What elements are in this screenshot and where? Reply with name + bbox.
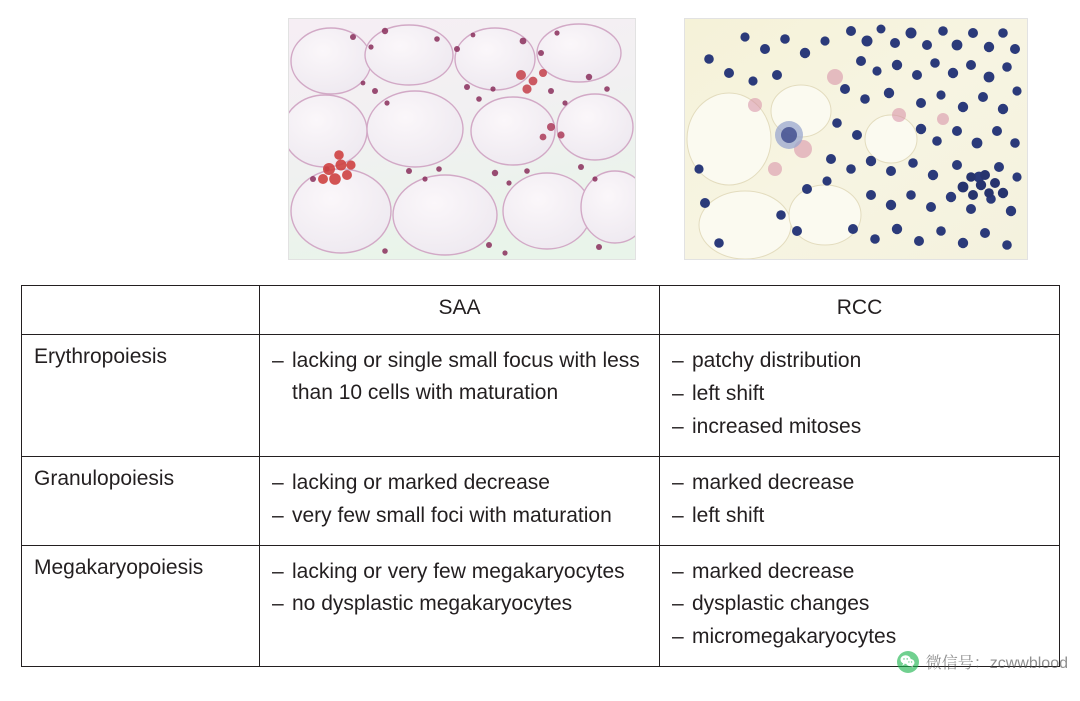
bullet-dash: –	[672, 625, 684, 649]
row-label-erythropoiesis: Erythropoiesis	[22, 335, 260, 457]
list-item	[672, 378, 1047, 410]
table-row	[22, 335, 1060, 457]
list-item	[272, 500, 647, 532]
list-item-text: lacking or marked decrease	[292, 470, 550, 494]
list-item	[672, 556, 1047, 588]
micrograph-row	[0, 18, 1080, 262]
cell-erythropoiesis-saa	[260, 335, 660, 457]
bullet-dash: –	[272, 592, 284, 616]
saa-rcc-comparison-table	[21, 285, 1060, 667]
column-header-rcc: RCC	[660, 286, 1060, 335]
list-item	[672, 588, 1047, 620]
row-label-granulopoiesis: Granulopoiesis	[22, 456, 260, 545]
list-item	[672, 467, 1047, 499]
bullet-dash: –	[672, 349, 684, 372]
rcc-micrograph-canvas	[685, 19, 1027, 259]
bullet-dash: –	[672, 381, 684, 405]
list-item	[672, 345, 1047, 377]
list-item-text: left shift	[692, 503, 765, 527]
saa-micrograph	[288, 18, 636, 260]
list-item-text: patchy distribution	[692, 349, 862, 372]
list-item	[272, 556, 647, 588]
bullet-dash: –	[672, 592, 684, 616]
bullet-dash: –	[272, 559, 284, 583]
bullet-dash: –	[672, 503, 684, 527]
cell-megakaryopoiesis-rcc	[660, 545, 1060, 667]
bullet-dash: –	[272, 503, 284, 527]
list-item	[672, 500, 1047, 532]
list-item	[672, 411, 1047, 443]
column-header-blank	[22, 286, 260, 335]
table-header-row	[22, 286, 1060, 335]
bullet-dash: –	[272, 470, 284, 494]
rcc-micrograph	[684, 18, 1028, 260]
table-row	[22, 545, 1060, 667]
cell-erythropoiesis-rcc	[660, 335, 1060, 457]
list-item	[672, 621, 1047, 653]
list-item-text: very few small foci with maturation	[292, 503, 612, 527]
bullet-dash: –	[672, 559, 684, 583]
table-row	[22, 456, 1060, 545]
list-item-text: left shift	[692, 381, 765, 405]
row-label-megakaryopoiesis: Megakaryopoiesis	[22, 545, 260, 667]
bullet-dash: –	[672, 470, 684, 494]
list-item-text: dysplastic changes	[692, 592, 870, 616]
bullet-dash: –	[672, 414, 684, 438]
list-item	[272, 345, 647, 409]
list-item-text: micromegakaryocytes	[692, 625, 897, 649]
list-item-text: increased mitoses	[692, 414, 862, 438]
list-item-text: marked decrease	[692, 559, 855, 583]
cell-megakaryopoiesis-saa	[260, 545, 660, 667]
list-item	[272, 467, 647, 499]
bullet-dash: –	[272, 349, 284, 372]
list-item	[272, 588, 647, 620]
watermark-text: 微信号：zcwwblood	[925, 655, 1068, 672]
list-item-text: lacking or very few megakaryocytes	[292, 559, 625, 583]
cell-granulopoiesis-saa	[260, 456, 660, 545]
cell-granulopoiesis-rcc	[660, 456, 1060, 545]
column-header-saa: SAA	[260, 286, 660, 335]
list-item-text: marked decrease	[692, 470, 855, 494]
saa-micrograph-canvas	[289, 19, 635, 259]
comparison-table-wrapper	[21, 285, 1059, 667]
list-item-text: lacking or single small focus with less than 10 cells with maturation	[292, 349, 640, 404]
list-item-text: no dysplastic megakaryocytes	[292, 592, 573, 616]
